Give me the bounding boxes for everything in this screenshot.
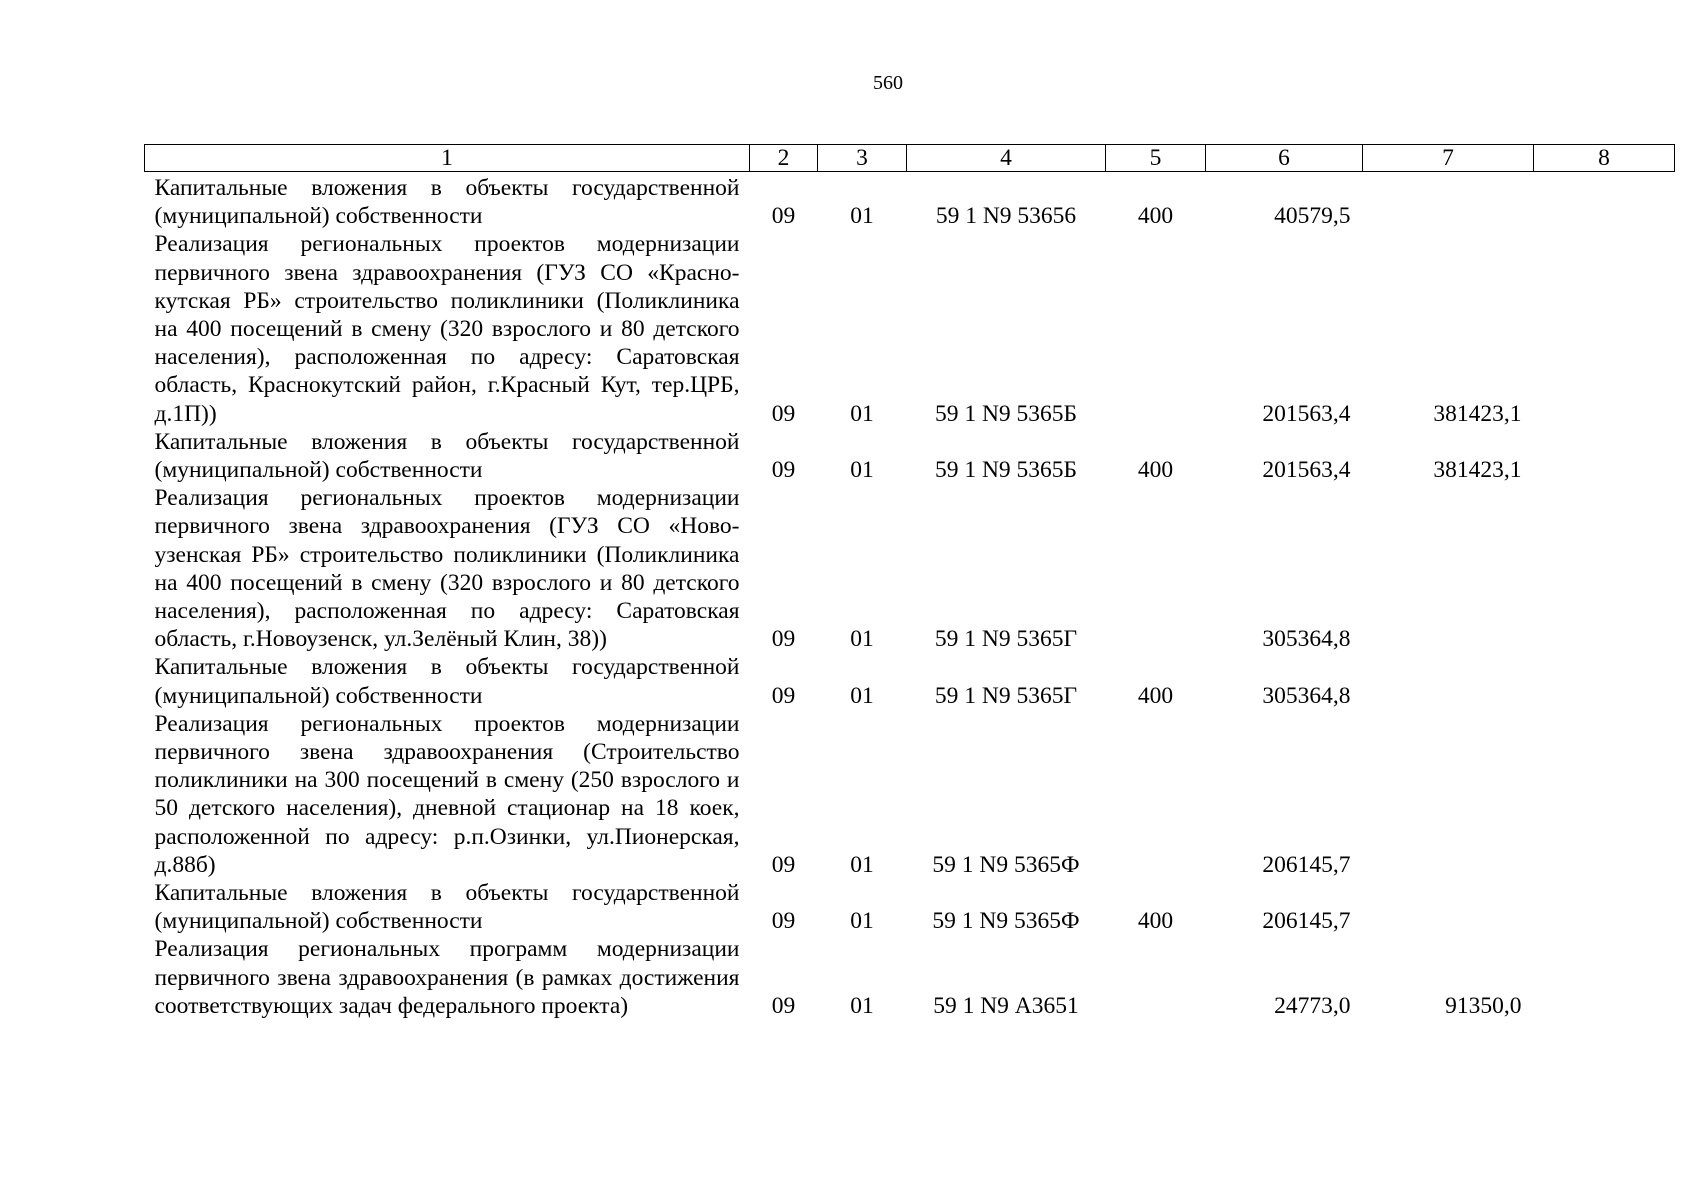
row-col8 xyxy=(1534,484,1675,653)
row-pr: 01 xyxy=(850,908,874,935)
row-csr: 59 1 N9 5365Г xyxy=(934,626,1078,653)
row-description: Реализация региональных программ модернизации первичного звена здравоохранения (в рамках достижения соответствующих задач федерального проекта) xyxy=(154,936,740,1019)
row-col8 xyxy=(1534,710,1675,879)
row-pr: 01 xyxy=(850,457,874,484)
header-cell: 6 xyxy=(1206,145,1363,172)
row-vr: 400 xyxy=(1137,908,1174,935)
row-rz: 09 xyxy=(771,992,796,1019)
header-cell: 1 xyxy=(145,145,750,172)
table-row xyxy=(145,484,1675,653)
row-col7 xyxy=(1363,172,1534,231)
row-col8 xyxy=(1534,230,1675,427)
row-col6: 24773,0 xyxy=(1274,992,1351,1019)
row-description: Капитальные вложения в объекты государственной (муниципальной) собственности xyxy=(154,654,740,709)
row-col8 xyxy=(1534,653,1675,709)
row-pr: 01 xyxy=(850,851,874,878)
header-cell: 7 xyxy=(1363,145,1534,172)
row-col6: 40579,5 xyxy=(1274,203,1351,230)
row-vr xyxy=(1106,484,1206,653)
header-cell: 4 xyxy=(907,145,1106,172)
header-cell: 8 xyxy=(1534,145,1675,172)
row-vr xyxy=(1106,230,1206,427)
row-col8 xyxy=(1534,428,1675,484)
row-csr: 59 1 N9 5365Ф xyxy=(932,851,1080,878)
row-vr xyxy=(1106,710,1206,879)
table-row xyxy=(145,230,1675,427)
row-col6: 305364,8 xyxy=(1262,682,1351,709)
row-col6: 201563,4 xyxy=(1262,457,1351,484)
row-col8 xyxy=(1534,172,1675,231)
row-vr xyxy=(1106,935,1206,1020)
row-pr: 01 xyxy=(850,626,874,653)
row-description: Реализация региональных проектов модернизации первичного звена здравоохранения (Строительство поликлиники на 300 посещений в смену (250 взрослого и 50 детского населения), дневной стационар на 18 коек, расположенной по адресу: р.п.Озинки, ул.Пионерская, д.88б) xyxy=(154,710,740,878)
row-col6: 201563,4 xyxy=(1262,400,1351,427)
row-description: Капитальные вложения в объекты государственной (муниципальной) собственности xyxy=(154,175,740,230)
row-vr: 400 xyxy=(1137,682,1174,709)
row-col6: 206145,7 xyxy=(1262,851,1351,878)
row-rz: 09 xyxy=(771,682,796,709)
row-csr: 59 1 N9 5365Ф xyxy=(932,908,1080,935)
page-number: 560 xyxy=(873,72,903,94)
row-rz: 09 xyxy=(771,908,796,935)
row-csr: 59 1 N9 5365Б xyxy=(934,457,1078,484)
row-col7 xyxy=(1363,879,1534,935)
header-cell: 5 xyxy=(1106,145,1206,172)
row-vr: 400 xyxy=(1137,203,1174,230)
budget-table xyxy=(144,144,1675,1020)
table-row xyxy=(145,710,1675,879)
row-col6: 305364,8 xyxy=(1262,626,1351,653)
table-row xyxy=(145,653,1675,709)
row-description: Реализация региональных проектов модернизации первичного звена здравоохранения (ГУЗ СО «Краснокутская РБ» строительство поликлиники (Поликлиника на 400 посещений в смену (320 взрослого и 80 детского населения), расположенная по адресу: Саратовская область, Краснокутский район, г.Красный Кут, тер.ЦРБ, д.1П)) xyxy=(154,231,740,427)
row-pr: 01 xyxy=(850,203,874,230)
row-col7 xyxy=(1363,484,1534,653)
row-vr: 400 xyxy=(1137,457,1174,484)
header-row xyxy=(145,145,1675,172)
row-csr: 59 1 N9 А3651 xyxy=(933,992,1079,1019)
header-cell: 2 xyxy=(750,145,818,172)
row-col7: 91350,0 xyxy=(1445,992,1522,1019)
row-pr: 01 xyxy=(850,682,874,709)
row-pr: 01 xyxy=(850,400,874,427)
row-col7 xyxy=(1363,710,1534,879)
header-cell: 3 xyxy=(818,145,907,172)
table-row xyxy=(145,935,1675,1020)
row-rz: 09 xyxy=(771,203,796,230)
row-col8 xyxy=(1534,935,1675,1020)
table-row xyxy=(145,879,1675,935)
row-rz: 09 xyxy=(771,626,796,653)
row-csr: 59 1 N9 5365Г xyxy=(934,682,1078,709)
row-rz: 09 xyxy=(771,457,796,484)
row-csr: 59 1 N9 5365Б xyxy=(934,400,1078,427)
row-col7: 381423,1 xyxy=(1433,457,1522,484)
table-row xyxy=(145,428,1675,484)
row-rz: 09 xyxy=(771,400,796,427)
row-pr: 01 xyxy=(850,992,874,1019)
row-csr: 59 1 N9 53656 xyxy=(935,203,1077,230)
row-description: Капитальные вложения в объекты государственной (муниципальной) собственности xyxy=(154,880,740,935)
row-description: Капитальные вложения в объекты государственной (муниципальной) собственности xyxy=(154,428,740,484)
row-col7: 381423,1 xyxy=(1433,400,1522,427)
row-col7 xyxy=(1363,653,1534,709)
row-col8 xyxy=(1534,879,1675,935)
row-description: Реализация региональных проектов модернизации первичного звена здравоохранения (ГУЗ СО «Новоузенская РБ» строительство поликлиники (Поликлиника на 400 посещений в смену (320 взрослого и 80 детского населения), расположенная по адресу: Саратовская область, г.Новоузенск, ул.Зелёный Клин, 38)) xyxy=(154,485,740,653)
row-rz: 09 xyxy=(771,851,796,878)
table-row xyxy=(145,172,1675,231)
row-col6: 206145,7 xyxy=(1262,908,1351,935)
